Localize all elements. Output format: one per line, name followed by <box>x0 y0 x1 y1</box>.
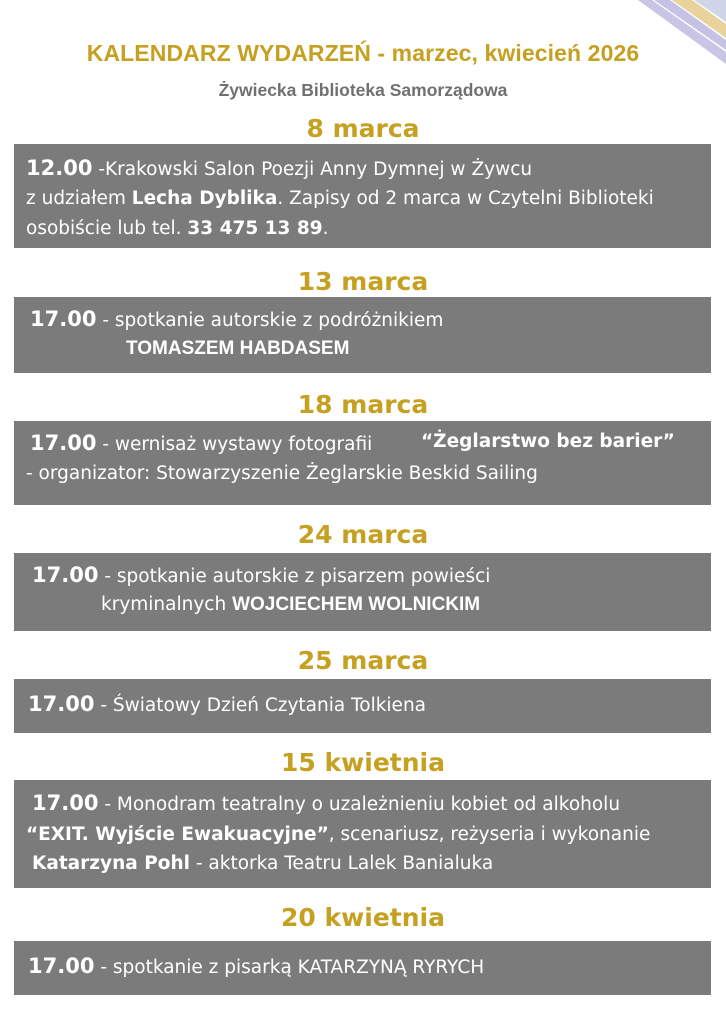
event-text: z udziałem <box>26 188 132 209</box>
event-box <box>14 553 711 631</box>
event-box <box>14 421 711 505</box>
exhibition-title: “Żeglarstwo bez barier” <box>421 431 675 452</box>
event-line <box>26 188 654 209</box>
guest-name: TOMASZEM HABDASEM <box>126 338 350 359</box>
event-date: 20 kwietnia <box>281 903 445 932</box>
event-line <box>28 692 426 716</box>
library-name: Żywiecka Biblioteka Samorządowa <box>218 80 508 100</box>
guest-name: Katarzyna Pohl <box>32 853 190 874</box>
event-text: osobiście lub tel. <box>26 218 188 239</box>
event-line <box>421 431 675 452</box>
event-description: - spotkanie z pisarką KATARZYNĄ RYRYCH <box>94 957 485 978</box>
event-time: 17.00 <box>30 431 97 455</box>
event-description: - spotkanie autorskie z podróżnikiem <box>96 310 444 331</box>
guest-name: Lecha Dyblika <box>131 188 278 209</box>
event-box <box>14 780 711 888</box>
event-time: 12.00 <box>26 156 93 180</box>
event-description: - wernisaż wystawy fotografii <box>96 434 373 455</box>
guest-name: WOJCIECHEM WOLNICKIM <box>232 594 481 615</box>
event-date: 15 kwietnia <box>281 748 445 777</box>
event-line <box>30 431 372 455</box>
event-line <box>26 463 538 484</box>
event-box <box>14 297 711 373</box>
event-line <box>126 338 349 360</box>
event-description: -Krakowski Salon Poezji Anny Dymnej w Żywcu <box>92 159 533 180</box>
event-text: . Zapisy od 2 marca w Czytelni Biblioteki <box>277 188 654 209</box>
event-line <box>32 563 490 587</box>
event-description: - spotkanie autorskie z pisarzem powieści <box>98 566 491 587</box>
event-date: 24 marca <box>297 520 429 549</box>
event-time: 17.00 <box>32 563 99 587</box>
event-description: - Światowy Dzień Czytania Tolkiena <box>94 695 427 716</box>
event-time: 17.00 <box>28 692 95 716</box>
event-date: 13 marca <box>297 267 429 296</box>
event-description: - Monodram teatralny o uzależnieniu kobiet od alkoholu <box>98 794 621 815</box>
event-line <box>101 594 480 616</box>
event-time: 17.00 <box>30 307 97 331</box>
event-box <box>14 144 711 248</box>
phone-number: 33 475 13 89 <box>187 218 323 239</box>
performance-title: “EXIT. Wyjście Ewakuacyjne” <box>26 824 329 845</box>
event-text: , scenariusz, reżyseria i wykonanie <box>328 824 651 845</box>
event-line <box>28 954 484 978</box>
event-text: kryminalnych <box>101 594 233 615</box>
event-time: 17.00 <box>32 791 99 815</box>
event-date: 8 marca <box>306 114 420 143</box>
event-time: 17.00 <box>28 954 95 978</box>
event-text: - aktorka Teatru Lalek Banialuka <box>189 853 494 874</box>
event-line <box>32 791 620 815</box>
event-line <box>26 218 328 239</box>
page-title: KALENDARZ WYDARZEŃ - marzec, kwiecień 2026 <box>86 40 640 66</box>
event-line <box>30 307 443 331</box>
event-line <box>32 853 493 874</box>
event-box <box>14 941 711 995</box>
event-line <box>26 156 532 180</box>
event-line <box>26 824 650 845</box>
event-text: . <box>322 218 329 239</box>
organizer-text: - organizator: Stowarzyszenie Żeglarskie Beskid Sailing <box>26 463 538 484</box>
event-date: 18 marca <box>297 390 429 419</box>
event-date: 25 marca <box>297 646 429 675</box>
event-box <box>14 679 711 733</box>
